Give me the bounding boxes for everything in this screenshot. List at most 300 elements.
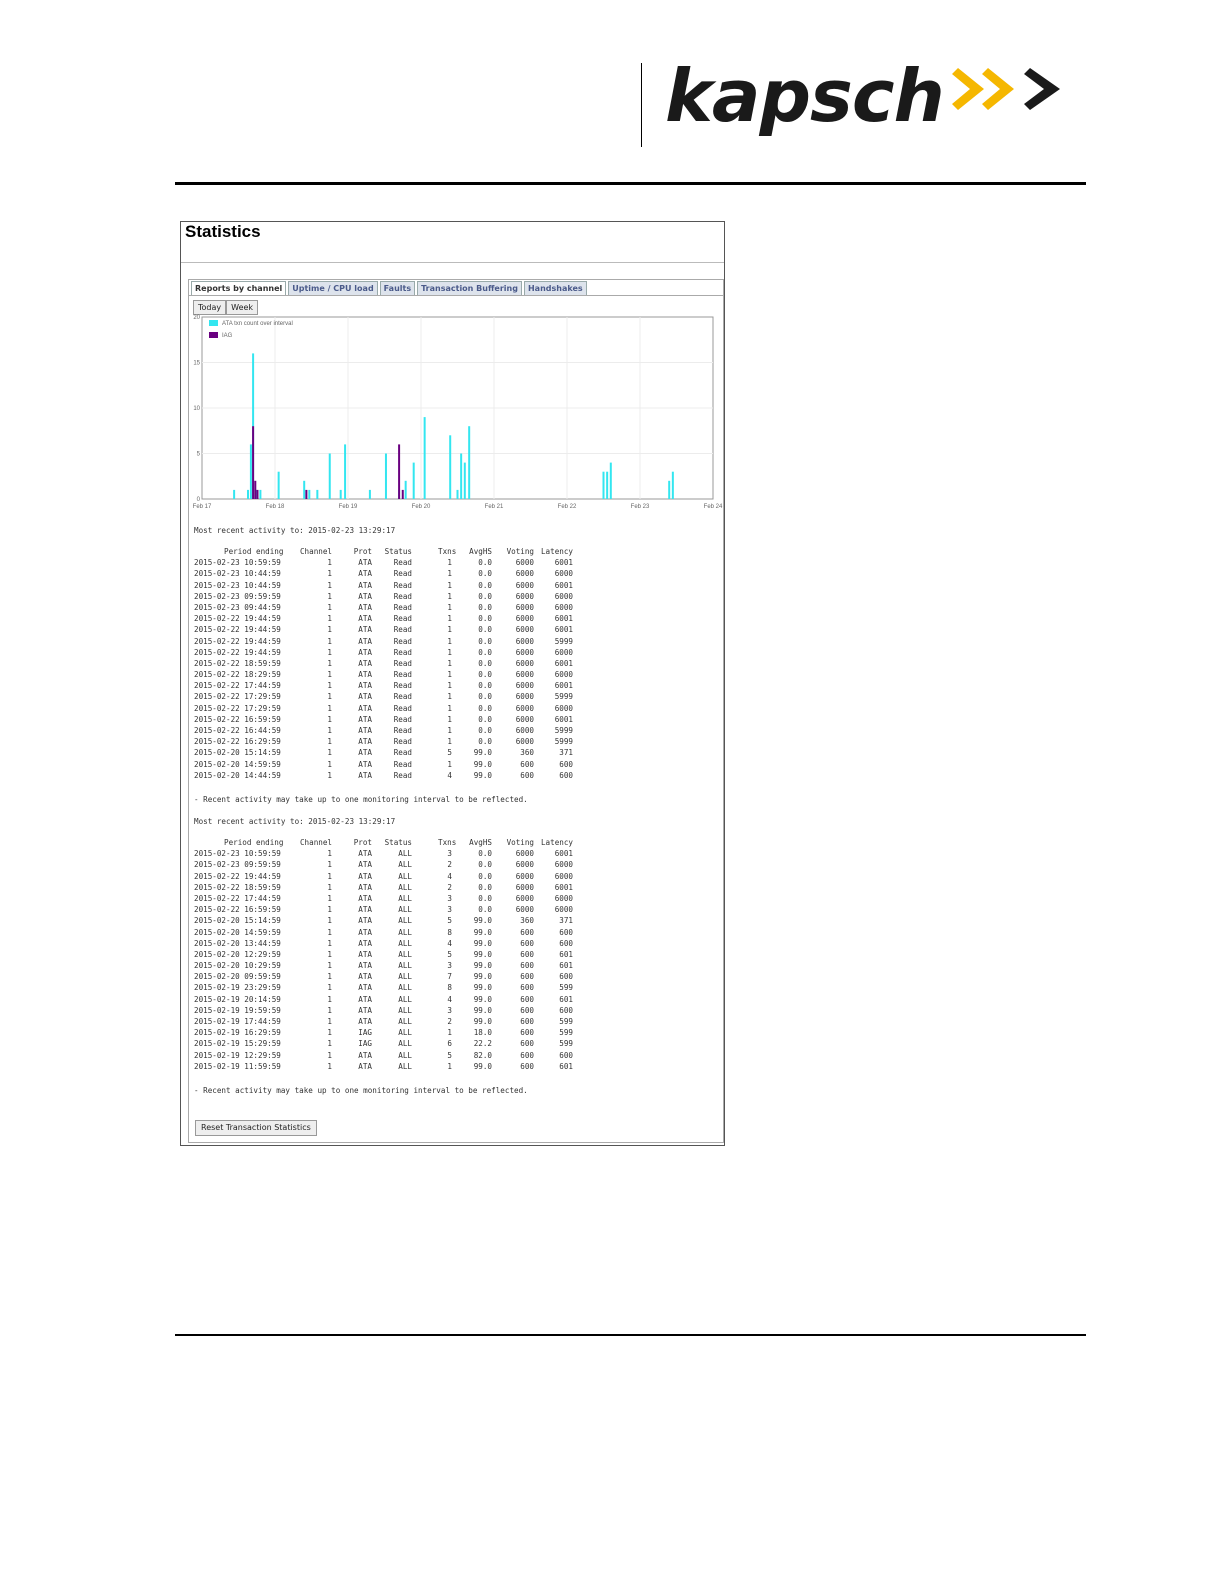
table-row: [194, 893, 574, 904]
table-cell: Read: [393, 670, 412, 680]
table-cell: 99.0: [473, 759, 492, 769]
ata-bar: [247, 490, 249, 499]
ata-bar: [278, 472, 280, 499]
y-tick-label: 15: [193, 360, 200, 367]
table-cell: Read: [393, 625, 412, 635]
table-cell: 1: [447, 614, 452, 624]
legend-swatch: [209, 332, 218, 338]
table-cell: 6001: [554, 658, 573, 668]
table-cell: 2015-02-20 13:44:59: [194, 938, 281, 948]
table-cell: 600: [520, 770, 534, 780]
table-cell: 4: [447, 871, 452, 881]
table-cell: 1: [327, 938, 332, 948]
table-cell: 0.0: [478, 569, 492, 579]
table-cell: 360: [520, 748, 534, 758]
section1-note: - Recent activity may take up to one monitoring interval to be reflected.: [194, 795, 528, 804]
table-cell: 6000: [554, 871, 573, 881]
table-cell: 0.0: [478, 658, 492, 668]
table-cell: 600: [520, 1017, 534, 1026]
table-cell: 600: [520, 949, 534, 959]
x-tick-label: Feb 18: [265, 504, 285, 510]
table-cell: ALL: [398, 972, 412, 982]
table-cell: ALL: [398, 893, 412, 903]
table-cell: 99.0: [473, 748, 492, 758]
table-cell: 2015-02-22 19:44:59: [194, 647, 281, 657]
table-cell: Read: [393, 580, 412, 590]
table-cell: 600: [559, 1005, 573, 1015]
table-cell: ATA: [358, 602, 372, 612]
ata-bar: [340, 490, 342, 499]
table-cell: 1: [327, 748, 332, 758]
table-cell: ATA: [358, 994, 372, 1004]
table-row: [194, 568, 574, 579]
table-cell: 1: [327, 580, 332, 590]
table-cell: 0.0: [478, 849, 492, 859]
table-cell: ALL: [398, 1005, 412, 1015]
table-cell: ALL: [398, 1028, 412, 1038]
table-cell: 6000: [554, 905, 573, 915]
table-cell: 2015-02-22 17:44:59: [194, 893, 281, 903]
ata-bar: [329, 454, 331, 500]
x-tick-label: Feb 17: [192, 504, 212, 510]
table-cell: 1: [327, 983, 332, 993]
table-row: [194, 1038, 574, 1049]
table-cell: ATA: [358, 580, 372, 590]
table-cell: 6000: [554, 591, 573, 601]
table-cell: ATA: [358, 591, 372, 601]
table-cell: 99.0: [473, 1005, 492, 1015]
ata-bar: [369, 490, 371, 499]
table-cell: ATA: [358, 726, 372, 735]
table-cell: 600: [559, 938, 573, 948]
table-cell: ATA: [358, 849, 372, 859]
table-row: [194, 658, 574, 669]
y-tick-label: 0: [196, 497, 200, 503]
table-cell: Read: [393, 636, 412, 646]
ata-bar: [610, 463, 612, 499]
column-header: AvgHS: [469, 838, 492, 847]
table-cell: 2015-02-22 18:59:59: [194, 658, 281, 668]
table-cell: 2015-02-23 10:59:59: [194, 849, 281, 859]
table-cell: 600: [520, 1039, 534, 1049]
table-cell: 6000: [515, 692, 534, 702]
table-cell: 2015-02-22 19:44:59: [194, 871, 281, 881]
table-cell: Read: [393, 569, 412, 579]
table-cell: 6001: [554, 882, 573, 892]
table-cell: Read: [393, 591, 412, 601]
tab-uptime-cpu-load[interactable]: Uptime / CPU load: [288, 281, 377, 296]
table-cell: ATA: [358, 770, 372, 780]
table-cell: 6001: [554, 580, 573, 590]
tab-reports-by-channel[interactable]: Reports by channel: [191, 281, 286, 296]
table-cell: 6000: [554, 647, 573, 657]
table-row: [194, 714, 574, 725]
table-cell: 0.0: [478, 670, 492, 680]
table-cell: 2015-02-19 20:14:59: [194, 994, 281, 1004]
footer-rule: [175, 1334, 1086, 1336]
panel-title: Statistics: [185, 222, 261, 241]
table-cell: 1: [327, 681, 332, 691]
table-cell: 371: [559, 916, 573, 926]
table-cell: Read: [393, 759, 412, 769]
tab-faults[interactable]: Faults: [380, 281, 415, 296]
column-header: Channel: [299, 547, 332, 556]
table-cell: 6000: [515, 714, 534, 724]
ata-bar: [464, 463, 466, 499]
table-cell: ATA: [358, 938, 372, 948]
table-cell: 0.0: [478, 737, 492, 747]
ata-bar: [316, 490, 318, 499]
table-cell: 1: [327, 569, 332, 579]
table-cell: 5: [447, 1050, 452, 1060]
table-cell: 600: [520, 927, 534, 937]
table-cell: 599: [559, 1028, 573, 1038]
table-cell: 5: [447, 949, 452, 959]
table-cell: 6000: [554, 893, 573, 903]
table-cell: 99.0: [473, 927, 492, 937]
table-cell: 1: [327, 916, 332, 926]
today-button[interactable]: Today: [193, 300, 226, 315]
table-row: [194, 1061, 574, 1072]
table-row: [194, 602, 574, 613]
table-row: [194, 982, 574, 993]
ata-bar: [468, 426, 470, 499]
x-tick-label: Feb 23: [630, 504, 650, 510]
table-cell: 4: [447, 938, 452, 948]
column-header: Period ending: [224, 547, 284, 556]
table-cell: ALL: [398, 949, 412, 959]
table-cell: 6000: [515, 614, 534, 624]
ata-bar: [233, 490, 235, 499]
table-cell: 2015-02-19 12:29:59: [194, 1050, 281, 1060]
table-cell: 5999: [554, 692, 573, 702]
table-row: [194, 591, 574, 602]
table-cell: 0.0: [478, 625, 492, 635]
table-cell: 1: [327, 703, 332, 713]
tab-handshakes[interactable]: Handshakes: [524, 281, 587, 296]
table-cell: 1: [447, 569, 452, 579]
column-header: Prot: [353, 838, 372, 847]
table-cell: 2015-02-22 19:44:59: [194, 625, 281, 635]
table-cell: Read: [393, 692, 412, 702]
table-cell: 99.0: [473, 1017, 492, 1026]
table-cell: 1: [327, 882, 332, 892]
section1-table: [194, 546, 574, 781]
table-cell: ALL: [398, 994, 412, 1004]
column-header: Latency: [540, 547, 573, 556]
table-cell: 6001: [554, 614, 573, 624]
table-cell: 6000: [515, 737, 534, 747]
table-cell: 6: [447, 1039, 452, 1049]
table-cell: 1: [327, 714, 332, 724]
column-header: Voting: [506, 547, 534, 556]
column-header: Period ending: [224, 838, 284, 847]
table-cell: 360: [520, 916, 534, 926]
table-cell: ATA: [358, 1005, 372, 1015]
table-cell: 599: [559, 1039, 573, 1049]
table-cell: 3: [447, 849, 452, 859]
table-cell: ALL: [398, 860, 412, 870]
legend-entry: IAG: [222, 333, 233, 339]
table-cell: ATA: [358, 714, 372, 724]
table-cell: 5: [447, 748, 452, 758]
table-cell: 6000: [515, 625, 534, 635]
x-tick-label: Feb 21: [484, 504, 504, 510]
table-row: [194, 759, 574, 770]
table-cell: 1: [327, 558, 332, 568]
ata-bar: [344, 444, 346, 499]
table-row: [194, 1005, 574, 1016]
table-cell: ALL: [398, 1017, 412, 1026]
table-cell: 6000: [515, 893, 534, 903]
table-cell: 2015-02-23 10:44:59: [194, 580, 281, 590]
table-cell: ALL: [398, 849, 412, 859]
x-tick-label: Feb 22: [557, 504, 577, 510]
table-row: [194, 624, 574, 635]
table-cell: 2015-02-23 09:59:59: [194, 860, 281, 870]
table-cell: 1: [447, 1061, 452, 1071]
table-row: [194, 703, 574, 714]
table-row: [194, 557, 574, 568]
table-cell: 1: [327, 871, 332, 881]
table-cell: Read: [393, 681, 412, 691]
table-cell: 22.2: [473, 1039, 492, 1049]
ata-bar: [250, 444, 252, 499]
table-cell: 99.0: [473, 972, 492, 982]
table-row: [194, 882, 574, 893]
table-cell: 1: [327, 1061, 332, 1071]
table-cell: 2015-02-20 09:59:59: [194, 972, 281, 982]
table-cell: 601: [559, 994, 573, 1004]
table-row: [194, 938, 574, 949]
table-cell: Read: [393, 614, 412, 624]
table-cell: ATA: [358, 1017, 372, 1026]
table-cell: 2: [447, 882, 452, 892]
table-row: [194, 1027, 574, 1038]
table-cell: 600: [559, 770, 573, 780]
table-header: [194, 837, 574, 848]
table-cell: 2015-02-20 14:59:59: [194, 759, 281, 769]
table-cell: 0.0: [478, 591, 492, 601]
table-cell: 1: [447, 580, 452, 590]
table-cell: 599: [559, 1017, 573, 1026]
table-cell: 600: [520, 1061, 534, 1071]
table-cell: 2015-02-22 17:29:59: [194, 692, 281, 702]
table-cell: 1: [327, 614, 332, 624]
table-cell: Read: [393, 748, 412, 758]
table-cell: 1: [447, 681, 452, 691]
table-cell: 1: [327, 1005, 332, 1015]
table-cell: 0.0: [478, 558, 492, 568]
table-cell: 0.0: [478, 580, 492, 590]
iag-bar: [252, 426, 254, 499]
table-cell: ALL: [398, 961, 412, 971]
tab-underline: [189, 295, 723, 296]
table-row: [194, 736, 574, 747]
table-cell: 6000: [515, 703, 534, 713]
table-cell: 1: [327, 961, 332, 971]
table-cell: 600: [520, 994, 534, 1004]
table-cell: 6000: [554, 569, 573, 579]
section2-note: - Recent activity may take up to one monitoring interval to be reflected.: [194, 1086, 528, 1095]
table-cell: IAG: [358, 1039, 372, 1049]
table-cell: 1: [327, 726, 332, 735]
table-cell: 2015-02-22 17:44:59: [194, 681, 281, 691]
week-button[interactable]: Week: [226, 300, 258, 315]
table-cell: 1: [327, 770, 332, 780]
table-cell: 99.0: [473, 994, 492, 1004]
table-cell: 600: [559, 1050, 573, 1060]
table-cell: 7: [447, 972, 452, 982]
table-cell: 2015-02-19 23:29:59: [194, 983, 281, 993]
table-cell: 2015-02-20 15:14:59: [194, 916, 281, 926]
table-cell: 0.0: [478, 893, 492, 903]
reset-transaction-statistics-button[interactable]: Reset Transaction Statistics: [195, 1120, 317, 1136]
ata-bar: [405, 481, 407, 499]
table-cell: ATA: [358, 972, 372, 982]
table-cell: 2015-02-19 11:59:59: [194, 1061, 281, 1071]
column-header: Txns: [438, 838, 457, 847]
table-cell: 8: [447, 927, 452, 937]
iag-bar: [305, 490, 307, 499]
table-cell: ATA: [358, 949, 372, 959]
table-cell: ATA: [358, 558, 372, 568]
table-row: [194, 871, 574, 882]
ata-bar: [460, 454, 462, 500]
ata-bar: [259, 490, 261, 499]
legend-swatch: [209, 320, 218, 326]
table-cell: ATA: [358, 703, 372, 713]
table-cell: 2015-02-22 19:44:59: [194, 636, 281, 646]
iag-bar: [256, 490, 258, 499]
table-row: [194, 1050, 574, 1061]
table-cell: 6000: [515, 882, 534, 892]
table-cell: 2015-02-22 16:59:59: [194, 714, 281, 724]
table-cell: ATA: [358, 647, 372, 657]
table-cell: 0.0: [478, 714, 492, 724]
transaction-chart: [189, 310, 723, 510]
iag-bar: [402, 490, 404, 499]
column-header: AvgHS: [469, 547, 492, 556]
table-cell: 6000: [515, 580, 534, 590]
table-cell: ATA: [358, 692, 372, 702]
table-cell: 1: [447, 670, 452, 680]
table-cell: ATA: [358, 1061, 372, 1071]
table-cell: 2015-02-22 17:29:59: [194, 703, 281, 713]
table-cell: Read: [393, 770, 412, 780]
table-cell: 2015-02-22 16:29:59: [194, 737, 281, 747]
column-header: Latency: [540, 838, 573, 847]
table-cell: 3: [447, 961, 452, 971]
table-cell: 2015-02-20 12:29:59: [194, 949, 281, 959]
table-cell: 1: [327, 737, 332, 747]
table-cell: 2015-02-22 16:44:59: [194, 726, 281, 735]
table-cell: 1: [447, 759, 452, 769]
table-cell: 99.0: [473, 949, 492, 959]
table-cell: 1: [327, 658, 332, 668]
table-cell: ATA: [358, 871, 372, 881]
statistics-panel: [180, 221, 725, 1146]
legend-entry: ATA txn count over interval: [222, 321, 293, 327]
table-cell: 601: [559, 961, 573, 971]
table-cell: 1: [447, 658, 452, 668]
table-row: [194, 636, 574, 647]
table-cell: 2015-02-20 10:29:59: [194, 961, 281, 971]
table-cell: 0.0: [478, 905, 492, 915]
table-row: [194, 904, 574, 915]
table-cell: 1: [447, 714, 452, 724]
table-cell: ATA: [358, 681, 372, 691]
table-cell: 1: [447, 726, 452, 735]
tab-bar: [191, 281, 587, 295]
table-cell: Read: [393, 703, 412, 713]
table-cell: 3: [447, 1005, 452, 1015]
table-cell: 1: [327, 602, 332, 612]
table-cell: 1: [327, 849, 332, 859]
ata-bar: [424, 417, 426, 499]
table-row: [194, 613, 574, 624]
table-cell: ALL: [398, 871, 412, 881]
table-cell: 6001: [554, 849, 573, 859]
table-cell: 2015-02-22 19:44:59: [194, 614, 281, 624]
table-cell: Read: [393, 737, 412, 747]
table-cell: 2015-02-22 18:29:59: [194, 670, 281, 680]
table-row: [194, 960, 574, 971]
table-cell: 6001: [554, 681, 573, 691]
table-cell: 6000: [554, 860, 573, 870]
table-cell: 2015-02-23 10:44:59: [194, 569, 281, 579]
table-row: [194, 848, 574, 859]
table-cell: 0.0: [478, 860, 492, 870]
table-cell: ATA: [358, 737, 372, 747]
table-cell: 0.0: [478, 602, 492, 612]
table-cell: 600: [520, 972, 534, 982]
table-cell: 600: [520, 1005, 534, 1015]
table-cell: 0.0: [478, 614, 492, 624]
table-cell: 0.0: [478, 636, 492, 646]
table-cell: Read: [393, 647, 412, 657]
table-cell: 8: [447, 983, 452, 993]
table-cell: 99.0: [473, 938, 492, 948]
table-cell: 2015-02-19 16:29:59: [194, 1028, 281, 1038]
table-cell: 6000: [515, 636, 534, 646]
table-cell: 2015-02-19 15:29:59: [194, 1039, 281, 1049]
table-cell: 5999: [554, 726, 573, 735]
table-cell: 99.0: [473, 1061, 492, 1071]
table-cell: ATA: [358, 759, 372, 769]
table-cell: 1: [327, 905, 332, 915]
tab-transaction-buffering[interactable]: Transaction Buffering: [417, 281, 522, 296]
header-rule: [175, 182, 1086, 185]
table-cell: 1: [447, 602, 452, 612]
table-cell: 600: [520, 938, 534, 948]
ata-bar: [385, 454, 387, 500]
ata-bar: [606, 472, 608, 499]
table-cell: ATA: [358, 961, 372, 971]
table-cell: Read: [393, 658, 412, 668]
table-cell: 6000: [515, 558, 534, 568]
ata-bar: [303, 481, 305, 499]
table-cell: 5999: [554, 737, 573, 747]
table-cell: 1: [447, 636, 452, 646]
table-cell: Read: [393, 558, 412, 568]
table-cell: 600: [520, 1050, 534, 1060]
table-cell: 6000: [515, 569, 534, 579]
ata-bar: [413, 463, 415, 499]
column-header: Prot: [353, 547, 372, 556]
table-row: [194, 725, 574, 736]
table-cell: ATA: [358, 636, 372, 646]
